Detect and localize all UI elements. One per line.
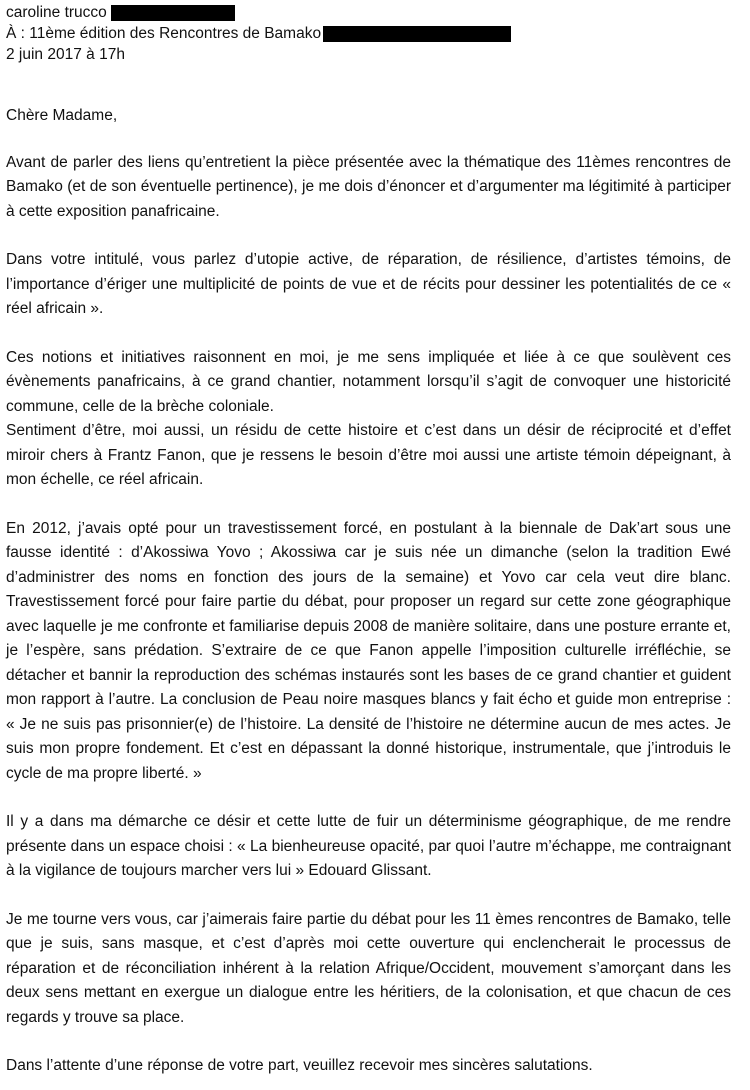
email-header bbox=[6, 2, 511, 65]
closing-line: Dans l’attente d’une réponse de votre part, veuillez recevoir mes sincères salutations. bbox=[6, 1057, 593, 1074]
paragraph-request: Je me tourne vers vous, car j’aimerais faire partie du débat pour les 11 èmes rencontres de Bamako, telle que je suis, sans masque, et c’est d’après moi cette ouverture qui enclencherait le processus de réparation et de réconciliation inhérent à la relation Afrique/Occident, mouvement s’amorçant dans les deux sens mettant en exergue un dialogue entre les héritiers, de la colonisation, et que chacun de ces regards y trouve sa place. bbox=[6, 910, 731, 1026]
paragraph-sentiment: Sentiment d’être, moi aussi, un résidu de cette histoire et c’est dans un désir de réciprocité et d’effet miroir chers à Frantz Fanon, que je ressens le besoin d’être moi aussi une artiste témoin dépeignant, à mon échelle, ce réel africain. bbox=[6, 422, 731, 488]
paragraph-demarche: Il y a dans ma démarche ce désir et cette lutte de fuir un déterminisme géographique, de me rendre présente dans un espace choisi : « La bienheureuse opacité, par quoi l’autre m’échappe, me contraignant à la vigilance de toujours marcher vers lui » Edouard Glissant. bbox=[6, 813, 731, 879]
redacted-recipient-address bbox=[323, 26, 511, 42]
paragraph-intitule: Dans votre intitulé, vous parlez d’utopie active, de réparation, de résilience, d’artistes témoins, de l’importance d’ériger une multiplicité de points de vue et de récits pour dessiner les potentialités de ce « réel africain ». bbox=[6, 251, 731, 317]
sent-date: 2 juin 2017 à 17h bbox=[6, 46, 125, 63]
letter-body bbox=[6, 104, 731, 1079]
recipient-line bbox=[6, 23, 511, 44]
recipient-name: À : 11ème édition des Rencontres de Bamako bbox=[6, 25, 322, 42]
redacted-sender-address bbox=[111, 5, 235, 21]
paragraph-intro: Avant de parler des liens qu’entretient la pièce présentée avec la thématique des 11èmes rencontres de Bamako (et de son éventuelle pertinence), je me dois d’énoncer et d’argumenter ma légitimité à participer à cette exposition panafricaine. bbox=[6, 153, 731, 220]
salutation: Chère Madame, bbox=[6, 107, 118, 124]
date-line bbox=[6, 44, 511, 65]
sender-line bbox=[6, 2, 511, 23]
paragraph-notions: Ces notions et initiatives raisonnent en moi, je me sens impliquée et liée à ce que soulèvent ces évènements panafricains, à ce grand chantier, notamment lorsqu’il s’agit de convoquer une historicité commune, celle de la brèche coloniale. bbox=[6, 348, 731, 415]
paragraph-2012: En 2012, j’avais opté pour un travestissement forcé, en postulant à la biennale de Dak’art sous une fausse identité : d’Akossiwa Yovo ; Akossiwa car je suis née un dimanche (selon la tradition Ewé d’administrer des noms en fonction des jours de la semaine) et Yovo car cela veut dire blanc. Travestissement forcé pour faire partie du débat, pour proposer un regard sur cette zone géographique avec laquelle je me confronte et familiarise depuis 2008 de manière solitaire, dans une posture errante et, je l’espère, sans prédation. S’extraire de ce que Fanon appelle l’imposition culturelle irréfléchie, se détacher et bannir la reproduction des schémas instaurés sont les bases de ce grand chantier et guident mon rapport à l’autre. La conclusion de Peau noire masques blancs y fait écho et guide mon entreprise : « Je ne suis pas prisonnier(e) de l’histoire. La densité de l’histoire ne détermine aucun de mes actes. Je suis mon propre fondement. Et c’est en dépassant la donné historique, instrumentale, que j’introduis le cycle de ma propre liberté. » bbox=[6, 519, 731, 782]
sender-name: caroline trucco bbox=[6, 4, 107, 21]
